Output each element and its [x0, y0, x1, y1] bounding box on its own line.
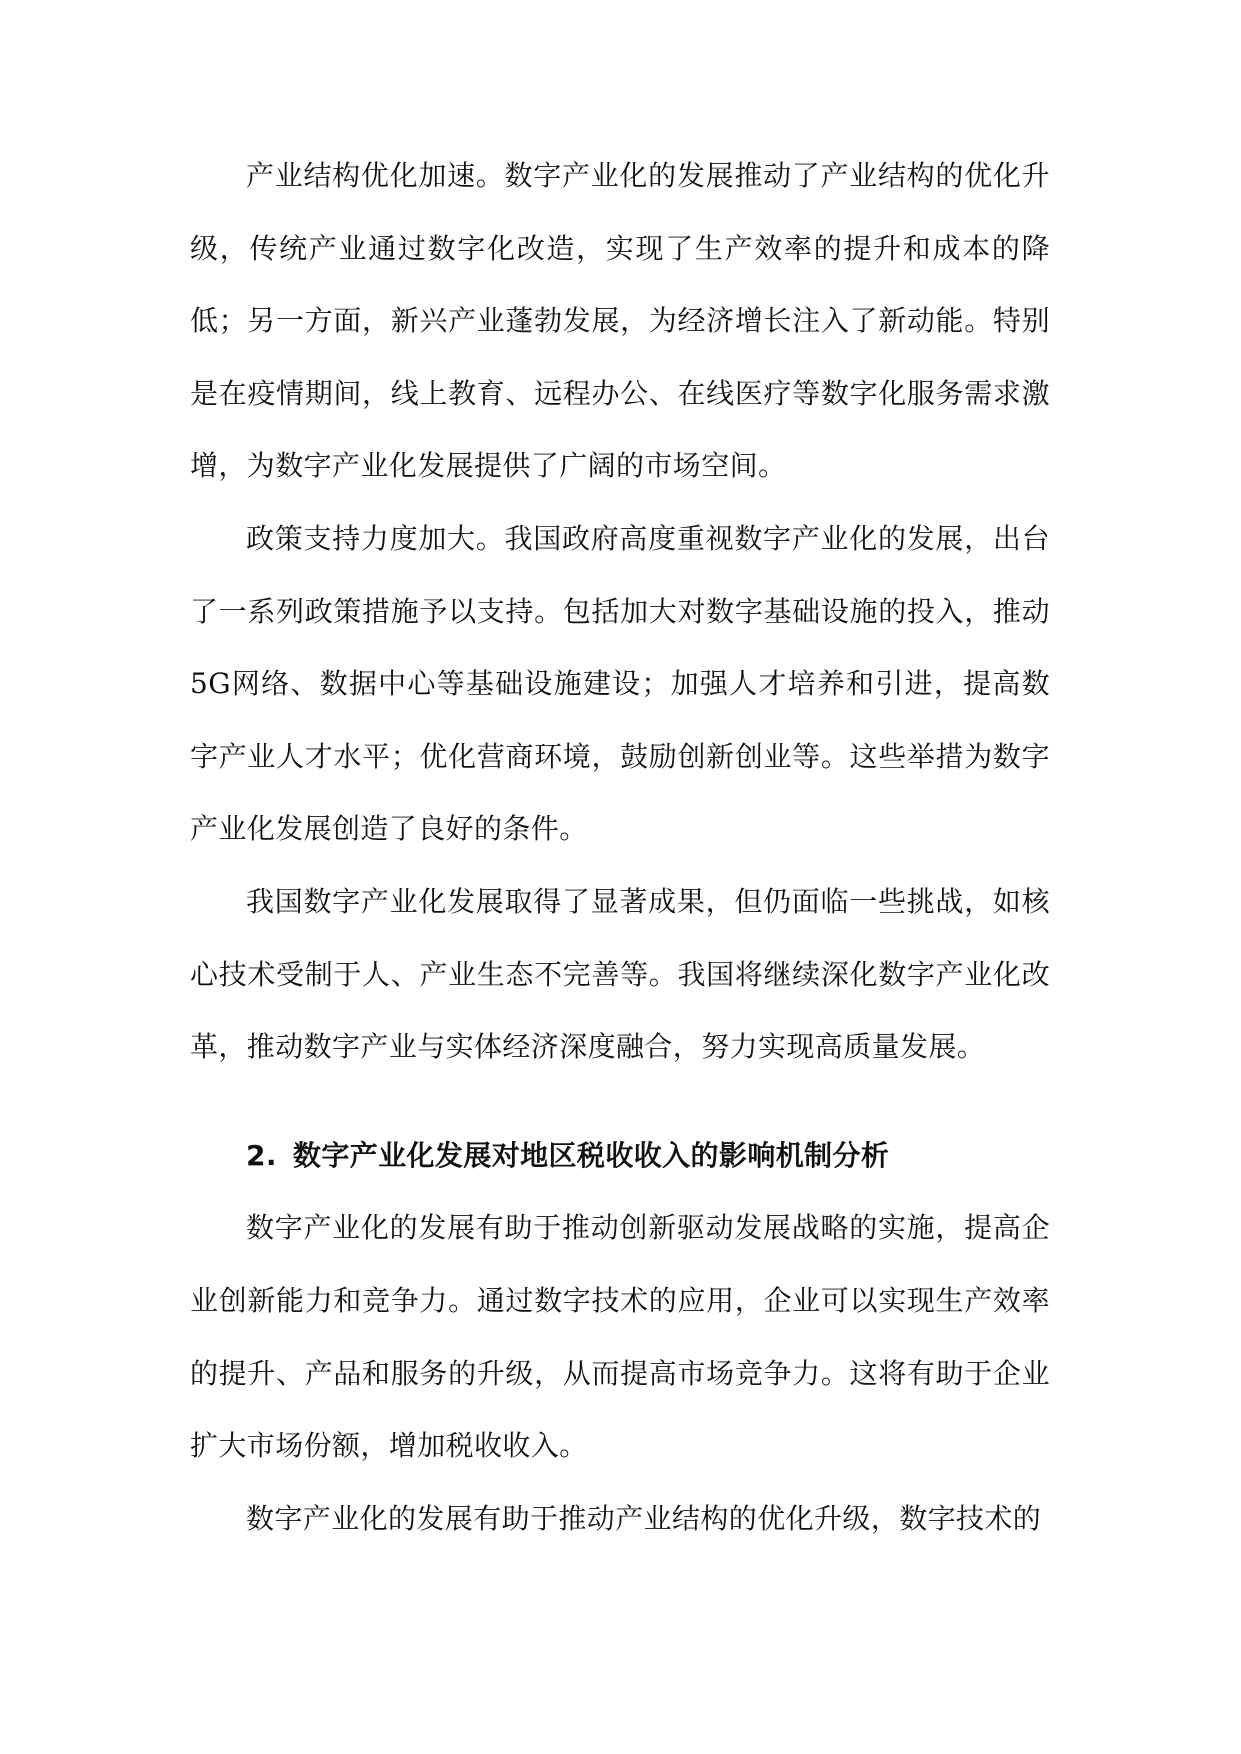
- section-title: 数字产业化发展对地区税收收入的影响机制分析: [292, 1138, 890, 1172]
- section-number: 2.: [246, 1138, 277, 1172]
- paragraph-achievements-challenges: 我国数字产业化发展取得了显著成果，但仍面临一些挑战，如核心技术受制于人、产业生态不完善等。我国将继续深化数字产业化改革，推动数字产业与实体经济深度融合，努力实现高质量发展。: [190, 884, 1050, 1064]
- paragraph-policy-support: 政策支持力度加大。我国政府高度重视数字产业化的发展，出台了一系列政策措施予以支持。包括加大对数字基础设施的投入，推动5G网络、数据中心等基础设施建设；加强人才培养和引进，提高数字产业人才水平；优化营商环境，鼓励创新创业等。这些举措为数字产业化发展创造了良好的条件。: [190, 521, 1050, 846]
- document-body: [190, 140, 1050, 1555]
- paragraph-structure-upgrade: 数字产业化的发展有助于推动产业结构的优化升级，数字技术的: [246, 1501, 1042, 1535]
- section-heading: [190, 1120, 1050, 1193]
- paragraph-industrial-structure: 产业结构优化加速。数字产业化的发展推动了产业结构的优化升级，传统产业通过数字化改造，实现了生产效率的提升和成本的降低；另一方面，新兴产业蓬勃发展，为经济增长注入了新动能。特别是在疫情期间，线上教育、远程办公、在线医疗等数字化服务需求激增，为数字产业化发展提供了广阔的市场空间。: [190, 159, 1050, 483]
- paragraph-innovation-driven: 数字产业化的发展有助于推动创新驱动发展战略的实施，提高企业创新能力和竞争力。通过数字技术的应用，企业可以实现生产效率的提升、产品和服务的升级，从而提高市场竞争力。这将有助于企业扩大市场份额，增加税收收入。: [190, 1211, 1050, 1463]
